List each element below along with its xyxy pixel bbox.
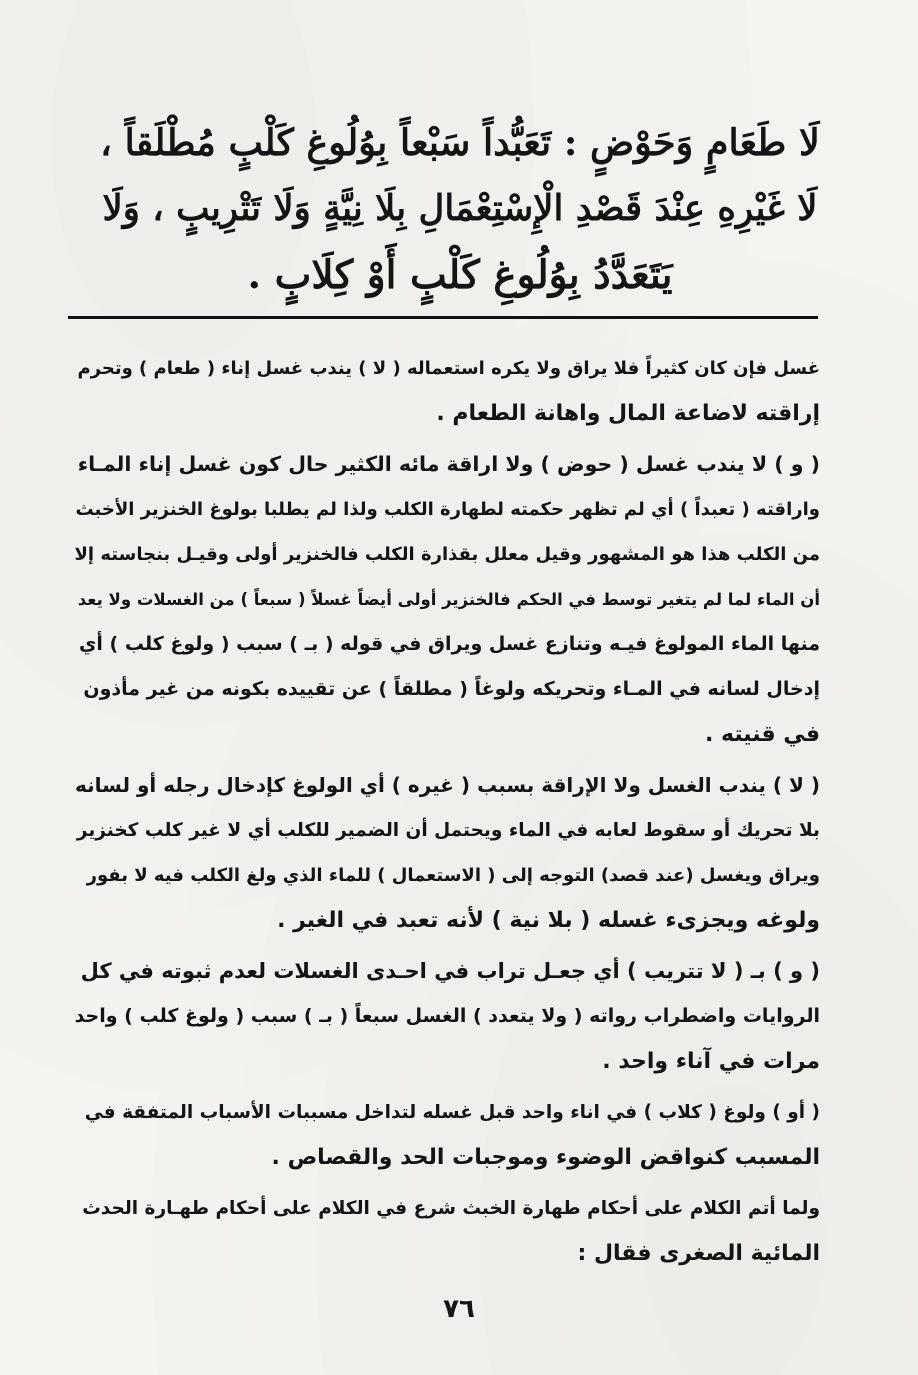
text-line: إدخال لسانه في المـاء وتحريكه ولوغاً ( مطلقاً ) عن تقييده بكونه من غير مأذون xyxy=(83,678,820,700)
page-number: ٧٦ xyxy=(443,1294,475,1324)
text-line: ولوغه ويجزىء غسله ( بلا نية ) لأنه تعبد في الغير . xyxy=(277,908,820,933)
matn-text xyxy=(100,110,820,308)
text-line: ولما أتم الكلام على أحكام طهارة الخبث شرع في الكلام على أحكام طهـارة الحدث xyxy=(82,1198,820,1219)
text-line: واراقته ( تعبداً ) أي لم تظهر حكمته لطهارة الكلب ولذا لم يطلبا بولوغ الخنزير الأخبث xyxy=(75,499,820,520)
matn-line: لَا طَعَامٍ وَحَوْضٍ : تَعَبُّداً سَبْعاً بِوُلُوغِ كَلْبٍ مُطْلَقاً ، xyxy=(100,121,820,164)
separator-rule xyxy=(68,316,818,319)
text-line: ( و ) لا يندب غسل ( حوض ) ولا اراقة مائه الكثير حال كون غسل إناء المـاء xyxy=(77,452,820,476)
sharh-paragraph xyxy=(70,763,820,943)
text-line: ( و ) بـ ( لا تتريب ) أي جعـل تراب في احـدى الغسلات لعدم ثبوته في كل xyxy=(80,959,820,983)
text-line: منها الماء المولوغ فيـه وتنازع غسل ويراق في قوله ( بـ ) سبب ( ولوغ كلب ) أي xyxy=(79,633,820,655)
text-line: إراقته لاضاعة المال واهانة الطعام . xyxy=(436,401,820,426)
text-line: بلا تحريك أو سقوط لعابه في الماء ويحتمل أن الضمير للكلب أي لا غير كلب كخنزير xyxy=(76,820,820,841)
text-line: ويراق ويغسل (عند قصد) التوجه إلى ( الاستعمال ) للماء الذي ولغ الكلب فيه لا بفور xyxy=(86,865,820,886)
text-line: من الكلب هذا هو المشهور وقيل معلل بقذارة الكلب فالخنزير أولى وقيـل بنجاسته إلا xyxy=(74,544,820,565)
matn-line: يَتَعَدَّدُ بِوُلُوغِ كَلْبٍ أَوْ كِلَابٍ . xyxy=(247,252,673,298)
text-line: مرات في آناء واحد . xyxy=(602,1049,820,1074)
sharh-paragraph xyxy=(70,442,820,757)
text-line: المسبب كنواقض الوضوء وموجبات الحد والقصاص . xyxy=(271,1145,820,1170)
text-line: المائية الصغرى فقال : xyxy=(577,1241,820,1266)
text-line: ( لا ) يندب الغسل ولا الإراقة بسبب ( غيره ) أي الولوغ كإدخال رجله أو لسانه xyxy=(75,773,820,797)
sharh-text xyxy=(70,346,820,1282)
text-line: أن الماء لما لم يتغير توسط في الحكم فالخنزير أولى أيضاً غسلاً ( سبعاً ) من الغسلات ولا يعد xyxy=(77,590,820,609)
text-line: الروايات واضطراب رواته ( ولا يتعدد ) الغسل سبعاً ( بـ ) سبب ( ولوغ كلب ) واحد xyxy=(74,1005,820,1027)
text-line: غسل فإن كان كثيراً فلا يراق ولا يكره استعماله ( لا ) يندب غسل إناء ( طعام ) وتحرم xyxy=(77,358,820,379)
matn-line: لَا غَيْرِهِ عِنْدَ قَصْدِ الْإِسْتِعْمَالِ بِلَا نِيَّةٍ وَلَا تَتْرِيبٍ ، وَلَا xyxy=(102,188,818,229)
sharh-paragraph xyxy=(70,1186,820,1276)
text-line: ( أو ) ولوغ ( كلاب ) في اناء واحد قبل غسله لتداخل مسببات الأسباب المتفقة في xyxy=(84,1102,820,1123)
sharh-paragraph xyxy=(70,1090,820,1180)
sharh-paragraph xyxy=(70,949,820,1084)
sharh-paragraph xyxy=(70,346,820,436)
text-line: في قنيته . xyxy=(704,722,820,747)
